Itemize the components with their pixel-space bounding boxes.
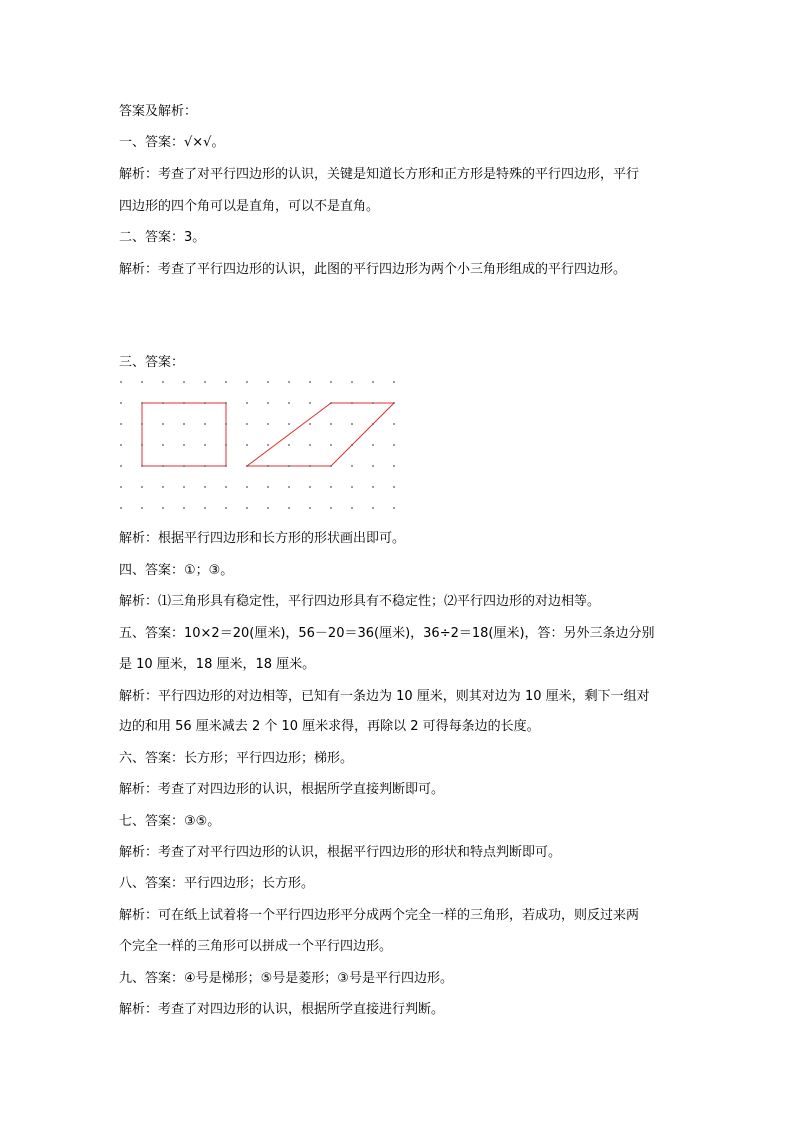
- parallelogram-shape: [247, 403, 394, 466]
- grid-dot: [351, 381, 353, 383]
- grid-dot: [267, 507, 269, 509]
- grid-dot: [393, 444, 395, 446]
- q7-analysis-line-1: 解析：考查了对平行四边形的认识，根据平行四边形的形状和特点判断即可。: [119, 845, 562, 860]
- q5-answer-line-2: 是 10 厘米，18 厘米，18 厘米。: [119, 657, 316, 672]
- grid-dot: [225, 486, 227, 488]
- grid-dot: [330, 486, 332, 488]
- grid-dot: [246, 465, 248, 467]
- grid-dot: [141, 402, 143, 404]
- q9-analysis-line-1: 解析：考查了对四边形的认识，根据所学直接进行判断。: [119, 1002, 445, 1017]
- grid-dot: [309, 381, 311, 383]
- grid-dot: [162, 465, 164, 467]
- grid-dot: [204, 465, 206, 467]
- q3-analysis-line-1: 解析：根据平行四边形和长方形的形状画出即可。: [119, 531, 406, 546]
- grid-dot: [372, 423, 374, 425]
- grid-dot: [204, 423, 206, 425]
- grid-dot: [162, 402, 164, 404]
- q2-analysis-line-1: 解析：考查了平行四边形的认识，此图的平行四边形为两个小三角形组成的平行四边形。: [119, 262, 627, 277]
- q5-answer-line-1: 五、答案：10×2＝20(厘米)，56－20＝36(厘米)，36÷2＝18(厘米)，答：另外三条边分别: [119, 626, 655, 641]
- q1-answer: 一、答案：√×√。: [119, 135, 225, 150]
- grid-dot: [204, 486, 206, 488]
- grid-dot: [372, 444, 374, 446]
- grid-dot: [183, 381, 185, 383]
- grid-dot: [225, 444, 227, 446]
- grid-dot: [120, 486, 122, 488]
- grid-dot: [183, 486, 185, 488]
- q6-answer: 六、答案：长方形；平行四边形；梯形。: [119, 751, 354, 766]
- grid-dot: [204, 402, 206, 404]
- grid-dot: [330, 423, 332, 425]
- grid-dot: [120, 423, 122, 425]
- grid-dot: [288, 507, 290, 509]
- grid-dot: [330, 465, 332, 467]
- grid-dot: [120, 465, 122, 467]
- grid-dot: [372, 402, 374, 404]
- grid-dot: [393, 423, 395, 425]
- grid-dot: [225, 423, 227, 425]
- grid-dot: [393, 486, 395, 488]
- grid-dot: [309, 444, 311, 446]
- grid-dot: [393, 507, 395, 509]
- grid-dot: [162, 486, 164, 488]
- grid-dot: [288, 465, 290, 467]
- grid-dot: [267, 381, 269, 383]
- grid-dot: [183, 423, 185, 425]
- grid-dot: [225, 381, 227, 383]
- grid-dot: [267, 423, 269, 425]
- grid-dot: [183, 465, 185, 467]
- grid-dot: [351, 486, 353, 488]
- grid-dot: [120, 444, 122, 446]
- grid-dot: [330, 381, 332, 383]
- grid-dot: [246, 444, 248, 446]
- grid-dot: [393, 381, 395, 383]
- grid-dot: [330, 444, 332, 446]
- grid-dot: [141, 465, 143, 467]
- grid-dot: [225, 402, 227, 404]
- grid-dot: [393, 402, 395, 404]
- grid-dot: [162, 381, 164, 383]
- grid-dot: [246, 381, 248, 383]
- grid-dot: [309, 507, 311, 509]
- grid-dot: [309, 486, 311, 488]
- grid-dot: [309, 423, 311, 425]
- grid-dot: [372, 381, 374, 383]
- grid-dot: [330, 402, 332, 404]
- q6-analysis-line-1: 解析：考查了对四边形的认识，根据所学直接判断即可。: [119, 782, 445, 797]
- q2-answer: 二、答案：3。: [119, 230, 206, 245]
- grid-dot: [183, 402, 185, 404]
- grid-dot: [267, 486, 269, 488]
- grid-dot: [183, 444, 185, 446]
- q5-analysis-line-2: 边的和用 56 厘米减去 2 个 10 厘米求得，再除以 2 可得每条边的长度。: [119, 719, 540, 734]
- grid-dot: [162, 444, 164, 446]
- q8-answer: 八、答案：平行四边形；长方形。: [119, 876, 315, 891]
- grid-dot: [309, 402, 311, 404]
- grid-dot: [120, 402, 122, 404]
- grid-dot: [288, 381, 290, 383]
- grid-dot: [141, 381, 143, 383]
- grid-dot: [141, 507, 143, 509]
- grid-dot: [351, 444, 353, 446]
- grid-dot: [351, 465, 353, 467]
- grid-dot: [141, 444, 143, 446]
- rectangle-shape: [142, 403, 226, 466]
- grid-dot: [225, 507, 227, 509]
- grid-dot: [162, 507, 164, 509]
- q9-answer: 九、答案：④号是梯形；⑤号是菱形；③号是平行四边形。: [119, 971, 453, 986]
- q3-answer: 三、答案：: [119, 355, 185, 370]
- q4-answer: 四、答案：①；③。: [119, 563, 234, 578]
- grid-dot: [309, 465, 311, 467]
- grid-dot: [204, 444, 206, 446]
- grid-dot: [162, 423, 164, 425]
- dot-grid-figure: [113, 374, 413, 528]
- grid-dot: [120, 507, 122, 509]
- grid-dot: [351, 402, 353, 404]
- grid-dot: [288, 402, 290, 404]
- grid-dot: [246, 486, 248, 488]
- q1-analysis-line-1: 解析：考查了对平行四边形的认识，关键是知道长方形和正方形是特殊的平行四边形，平行: [119, 167, 640, 182]
- grid-dot: [288, 486, 290, 488]
- answers-heading: 答案及解析：: [119, 104, 198, 119]
- grid-dot: [288, 423, 290, 425]
- grid-dot: [372, 465, 374, 467]
- grid-dot: [372, 507, 374, 509]
- grid-dot: [225, 465, 227, 467]
- q4-analysis-line-1: 解析：⑴三角形具有稳定性，平行四边形具有不稳定性；⑵平行四边形的对边相等。: [119, 594, 601, 609]
- grid-dot: [246, 507, 248, 509]
- grid-dot: [267, 465, 269, 467]
- grid-dot: [267, 444, 269, 446]
- grid-dot: [330, 507, 332, 509]
- q1-analysis-line-2: 四边形的四个角可以是直角，可以不是直角。: [119, 199, 380, 214]
- grid-dot: [183, 507, 185, 509]
- q5-analysis-line-1: 解析：平行四边形的对边相等，已知有一条边为 10 厘米，则其对边为 10 厘米，剩下一组对: [119, 689, 650, 704]
- grid-dot: [246, 423, 248, 425]
- grid-dot: [204, 507, 206, 509]
- q8-analysis-line-1: 解析：可在纸上试着将一个平行四边形平分成两个完全一样的三角形，若成功，则反过来两: [119, 908, 640, 923]
- grid-dot: [246, 402, 248, 404]
- grid-dot: [120, 381, 122, 383]
- q7-answer: 七、答案：③⑤。: [119, 814, 221, 829]
- grid-dot: [141, 486, 143, 488]
- grid-dot: [267, 402, 269, 404]
- grid-dot: [372, 486, 374, 488]
- q8-analysis-line-2: 个完全一样的三角形可以拼成一个平行四边形。: [119, 939, 393, 954]
- grid-dot: [393, 465, 395, 467]
- grid-dot: [141, 423, 143, 425]
- grid-dot: [288, 444, 290, 446]
- grid-dot: [351, 507, 353, 509]
- dot-grid-svg: [113, 374, 413, 524]
- grid-dot: [351, 423, 353, 425]
- grid-dot: [204, 381, 206, 383]
